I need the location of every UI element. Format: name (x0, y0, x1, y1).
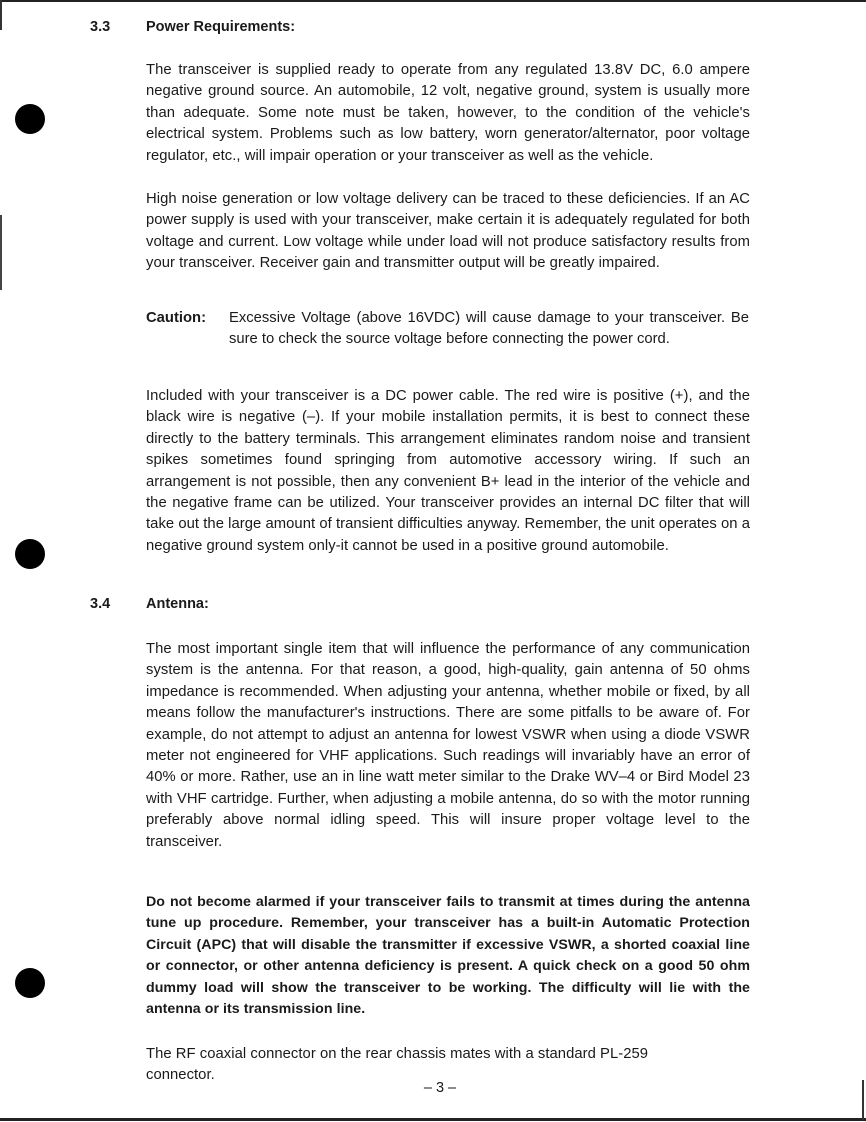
page-left-edge (0, 0, 2, 30)
caution-label: Caution: (146, 310, 206, 326)
antenna-paragraph-3: The RF coaxial connector on the rear chassis mates with a standard PL-259 connector. (146, 1046, 649, 1084)
section-title: Power Requirements: (146, 19, 296, 35)
page-bottom-edge (0, 1118, 866, 1121)
page-number-wrapper (0, 1080, 866, 1096)
antenna-paragraph-2: Do not become alarmed if your transceiver fails to transmit at times during the antenna tune up procedure. Remember, your transceiver has a built-in Automatic Protection Circuit (APC) that will disable the transmitter if excessive VSWR, a shorted coaxial line or connector, or other antenna deficiency is present. A quick check on a good 50 ohm dummy load will show the transceiver to be working. The difficulty will lie with the antenna or its transmission line. (146, 894, 750, 1018)
antenna-paragraph-1: The most important single item that will influence the performance of any communication system is the antenna. For that reason, a good, high-quality, gain antenna of 50 ohms impedance is recommended. When adjusting your antenna, whether mobile or fixed, by all means follow the manufacturer's instructions. There are some pitfalls to be aware of. For example, do not attempt to adjust an antenna for lowest VSWR when using a diode VSWR meter not engineered for VHF applications. Such readings will invariably have an error of 40% or more. Rather, use an in line watt meter similar to the Drake WV–4 or Bird Model 23 with VHF cartridge. Further, when adjusting a mobile antenna, do so with the motor running preferably above normal idling speed. This will insure proper voltage level to the transceiver. (146, 641, 750, 850)
page-number: – 3 – (423, 1080, 457, 1096)
section-number: 3.3 (90, 19, 111, 35)
binder-hole-middle (15, 539, 45, 569)
margin-mark (0, 215, 2, 290)
section-number: 3.4 (90, 596, 111, 612)
binder-hole-top (15, 104, 45, 134)
power-paragraph-1: The transceiver is supplied ready to operate from any regulated 13.8V DC, 6.0 ampere negative ground source. An automobile, 12 volt, negative ground, system is usually more than adequate. Some note must be taken, however, to the condition of the vehicle's electrical system. Problems such as low battery, worn generator/alternator, poor voltage regulator, etc., will impair operation or your transceiver as well as the vehicle. (146, 62, 750, 164)
power-paragraph-3: Included with your transceiver is a DC power cable. The red wire is positive (+), and the black wire is negative (–). If your mobile installation permits, it is best to connect these directly to the battery terminals. This arrangement eliminates random noise and transient spikes sometimes found springing from automotive accessory wiring. If such an arrangement is not possible, then any convenient B+ lead in the interior of the vehicle and the negative frame can be utilized. Your transceiver provides an internal DC filter that will take out the large amount of transient difficulties anyway. Remember, the unit operates on a negative ground system only-it cannot be used in a positive ground automobile. (146, 388, 750, 554)
section-title: Antenna: (146, 596, 209, 612)
caution-text: Excessive Voltage (above 16VDC) will cause damage to your transceiver. Be sure to check the source voltage before connecting the power cord. (229, 310, 749, 348)
binder-hole-bottom (15, 968, 45, 998)
power-paragraph-2: High noise generation or low voltage delivery can be traced to these deficiencies. If an AC power supply is used with your transceiver, make certain it is adequately regulated for both voltage and current. Low voltage while under load will not produce satisfactory results from your transceiver. Receiver gain and transmitter output will be greatly impaired. (146, 191, 750, 272)
page-top-edge (0, 0, 866, 2)
